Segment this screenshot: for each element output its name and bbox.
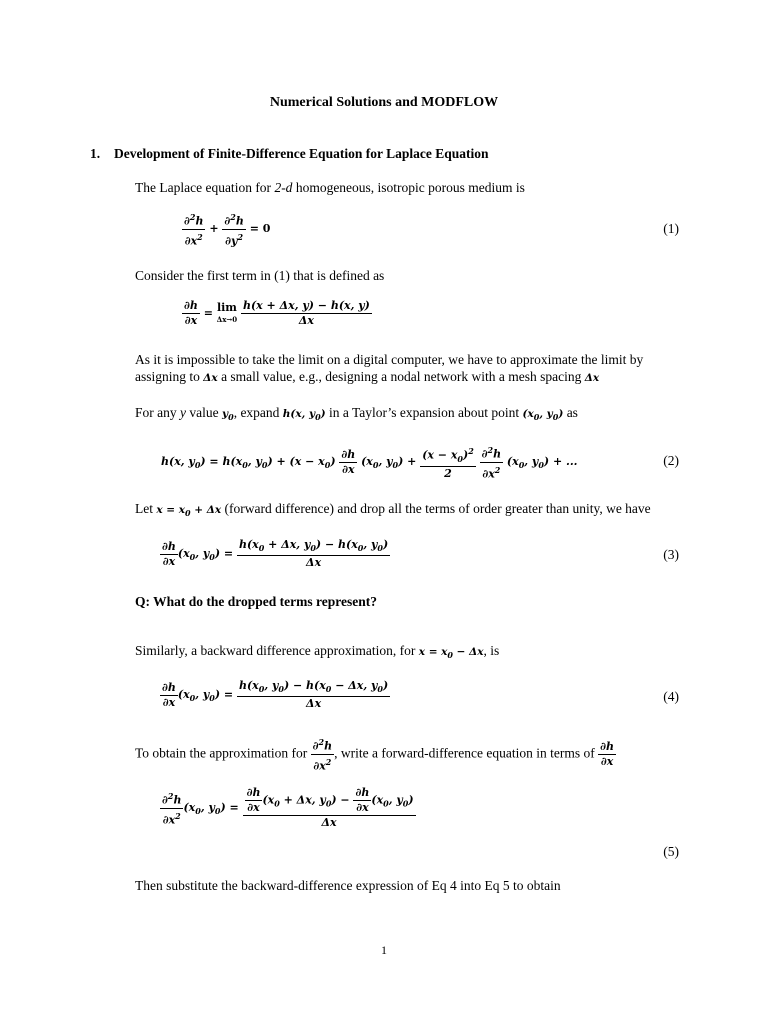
equation-number-1: (1): [663, 221, 679, 236]
text-span: , expand: [233, 405, 283, 420]
equation-4: $\frac{\partial h}{\partial x}$ ($x_0$, $y_0$) = $\frac{h(x_0, y_0) - h(x_0 - \Delta x, y_0)}{\Delta x}$: [162, 679, 389, 711]
math-point-x0-y0: ($x_0$, $y_0$): [522, 408, 564, 423]
text-span: in a Taylor’s expansion about point: [325, 405, 523, 420]
equation-3: $\frac{\partial h}{\partial x}$ ($x_0$, $y_0$) = $\frac{h(x_0 + \Delta x, y_0) - h(x_0, y_0)}{\Delta x}$: [162, 538, 389, 570]
section-heading: [90, 146, 488, 162]
text-span: For any: [135, 405, 180, 420]
math-delta-x: Δx: [584, 372, 600, 384]
text-span: a small value, e.g., designing a nodal network with a mesh spacing: [217, 369, 585, 384]
question-text: Q: What do the dropped terms represent?: [135, 594, 377, 609]
text-span: , write a forward-difference equation in terms of: [334, 745, 599, 761]
paragraph-taylor-intro: [135, 404, 675, 426]
equation-number-5: (5): [663, 844, 679, 859]
math-x-equals-x0-minus-dx: $x = x_0 - \Delta x$: [418, 646, 484, 661]
text-span: as: [563, 405, 578, 420]
paragraph-limit-approximation: [135, 351, 675, 387]
math-first-derivative: $\frac{\partial h}{\partial x}$: [600, 739, 614, 768]
math-delta-x: Δx: [203, 372, 218, 384]
equation-number-2: (2): [663, 453, 679, 468]
math-second-derivative: $\frac{\partial^2h}{\partial x^2}$: [312, 737, 333, 773]
text-span: assigning to: [135, 369, 204, 384]
equation-number-3: (3): [663, 547, 679, 562]
paragraph-first-term: Consider the first term in (1) that is defined as: [135, 268, 385, 283]
page-title: Numerical Solutions and MODFLOW: [269, 95, 499, 110]
equation-2: h(x, $y_0) = h(x_0$, $y_0) + (x - x_0)$ $\frac{\partial h}{\partial x}$ ($x_0$, $y_0$) + $\frac{(x - x_0)^2}{2}$ $\frac{\partial^2h}{\partial x^2}$ ($x_0$, $y_0$) + ...: [161, 445, 578, 481]
math-y0: $y_0$: [222, 408, 234, 423]
math-h-x-y0: h(x, $y_0$): [282, 408, 326, 423]
emphasis-y: y: [180, 405, 186, 420]
paragraph-backward-difference: [135, 642, 675, 664]
equation-number-4: (4): [663, 689, 679, 704]
text-span: To obtain the approximation for: [135, 745, 311, 761]
paragraph-forward-difference: [135, 500, 675, 522]
math-x-equals-x0-plus-dx: $x = x_0 + \Delta x$: [156, 504, 222, 519]
text-span: , is: [483, 643, 500, 658]
paragraph-substitute: Then substitute the backward-difference expression of Eq 4 into Eq 5 to obtain: [135, 878, 561, 893]
paragraph-laplace-intro: [135, 179, 675, 196]
section-heading-text: Development of Finite-Difference Equation for Laplace Equation: [114, 146, 489, 161]
text-span: (forward difference) and drop all the terms of order greater than unity, we have: [221, 501, 651, 516]
equation-derivative-definition: $\frac{\partial h}{\partial x}$ = lim Δx→0 $\frac{h(x + \Delta x, y) - h(x, y)}{\Delta x}$: [184, 299, 370, 327]
text-span: Similarly, a backward difference approximation, for: [135, 643, 419, 658]
section-number: 1.: [90, 146, 101, 161]
text-span: homogeneous, isotropic porous medium is: [292, 180, 525, 195]
equation-5: $\frac{\partial^2h}{\partial x^2}$ ($x_0$, $y_0$) = $\frac{\partial h}{\partial x}$ ($x_0 + \Delta x$, $y_0$) − $\frac{\partial h}{\partial x}$ ($x_0$, $y_0$) Δx: [162, 786, 414, 829]
text-span: Let: [135, 501, 157, 516]
text-span: As it is impossible to take the limit on a digital computer, we have to approximate the limit by: [135, 352, 644, 367]
paragraph-second-derivative: [135, 735, 655, 773]
equation-1: $\frac{\partial^2h}{\partial x^2}$ + $\frac{\partial^2h}{\partial y^2}$ = 0: [184, 212, 271, 248]
text-span: The Laplace equation for: [135, 180, 275, 195]
page-number: 1: [381, 943, 387, 957]
text-span: value: [186, 405, 222, 420]
emphasis-2d: 2-d: [274, 180, 293, 195]
